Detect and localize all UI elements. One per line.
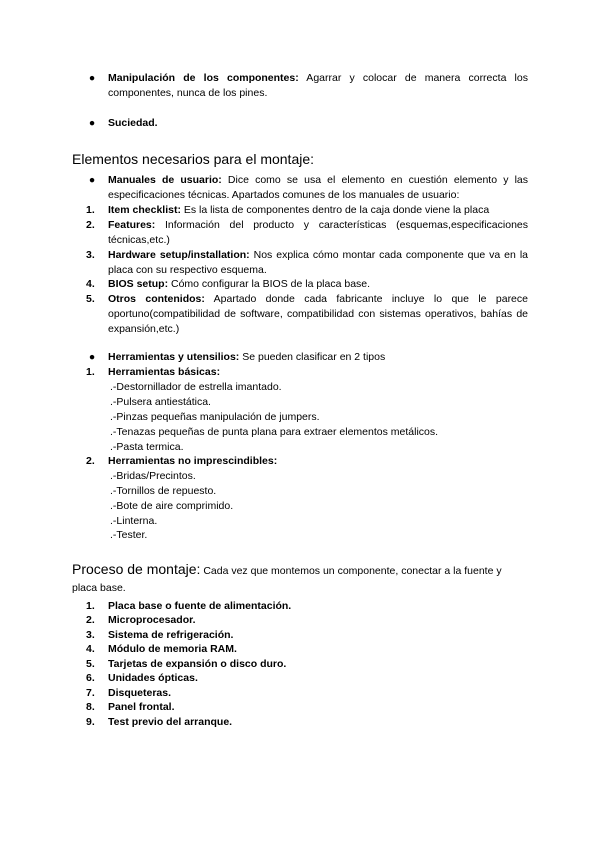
bullet-herramientas [90, 350, 528, 365]
tool-item: .-Pasta termica. [110, 441, 184, 453]
list-number: 5. [86, 293, 95, 305]
group-term: Herramientas no imprescindibles: [108, 455, 278, 467]
step-label: Tarjetas de expansión o disco duro. [108, 658, 287, 670]
list-number: 4. [86, 278, 95, 290]
step-number: 5. [86, 658, 95, 670]
bullet-text: Dice como se usa el elemento en cuestión elemento y las especificaciones técnicas. Apartados comunes de los manuales de usuario: [108, 174, 529, 201]
bullet-marker: ● [88, 117, 96, 129]
bullet-text: Agarrar y colocar de manera correcta los componentes, nunca de los pines. [108, 72, 528, 99]
step-label: Disqueteras. [108, 687, 172, 699]
manual-item [86, 277, 528, 292]
step-label: Sistema de refrigeración. [108, 629, 234, 641]
list-number: 2. [86, 219, 95, 231]
bullet-term: Manipulación de los componentes: [108, 72, 299, 84]
manual-item [86, 292, 528, 337]
item-term: Hardware setup/installation: [108, 249, 250, 261]
bullet-marker: ● [88, 351, 96, 363]
step-label: Unidades ópticas. [108, 672, 198, 684]
assembly-step [86, 599, 528, 614]
step-number: 9. [86, 716, 95, 728]
item-text: Cómo configurar la BIOS de la placa base. [168, 278, 371, 290]
item-text: Información del producto y características (esquemas,especificaciones técnicas,etc.) [108, 219, 528, 246]
tool-item: .-Tester. [110, 529, 148, 541]
bullet-term: Suciedad. [108, 117, 158, 129]
tool-item: .-Linterna. [110, 515, 158, 527]
manual-item [86, 248, 528, 278]
list-number: 1. [86, 204, 95, 216]
bullet-marker: ● [88, 72, 96, 84]
step-number: 3. [86, 629, 95, 641]
assembly-step [86, 686, 528, 701]
step-label: Panel frontal. [108, 701, 175, 713]
item-term: BIOS setup: [108, 278, 169, 290]
item-text: Nos explica cómo montar cada componente que va en la placa con su respectivo esquema. [108, 249, 528, 276]
section-proceso-text: Cada vez que montemos un componente, conectar a la fuente y placa base. [72, 565, 502, 594]
bullet-term: Herramientas y utensilios: [108, 351, 240, 363]
section-title-proceso: Proceso de montaje: [72, 561, 201, 577]
tool-item: .-Bridas/Precintos. [110, 470, 196, 482]
tools-group-basicas [86, 365, 528, 380]
section-title-elementos: Elementos necesarios para el montaje: [72, 151, 315, 167]
list-number: 1. [86, 366, 95, 378]
item-text: Es la lista de componentes dentro de la caja donde viene la placa [180, 204, 490, 216]
bullet-text: Se pueden clasificar en 2 tipos [239, 351, 386, 363]
manual-item [86, 218, 528, 248]
list-number: 3. [86, 249, 95, 261]
step-label: Placa base o fuente de alimentación. [108, 600, 292, 612]
bullet-suciedad [90, 116, 528, 131]
assembly-step [86, 628, 528, 643]
item-term: Features: [108, 219, 156, 231]
step-number: 4. [86, 643, 95, 655]
tools-group-no-imprescindibles [86, 454, 528, 469]
assembly-step [86, 700, 528, 715]
step-number: 1. [86, 600, 95, 612]
group-term: Herramientas básicas: [108, 366, 221, 378]
tool-item: .-Destornillador de estrella imantado. [110, 381, 282, 393]
item-term: Otros contenidos: [108, 293, 205, 305]
item-term: Item checklist: [108, 204, 181, 216]
bullet-manipulacion [90, 71, 528, 101]
tool-item: .-Pulsera antiestática. [110, 396, 211, 408]
assembly-step [86, 715, 528, 730]
assembly-step [86, 613, 528, 628]
bullet-term: Manuales de usuario: [108, 174, 222, 186]
bullet-marker: ● [88, 174, 96, 186]
step-label: Módulo de memoria RAM. [108, 643, 237, 655]
list-number: 2. [86, 455, 95, 467]
tool-item: .-Pinzas pequeñas manipulación de jumpers. [110, 411, 320, 423]
step-number: 8. [86, 701, 95, 713]
assembly-step [86, 642, 528, 657]
step-label: Microprocesador. [108, 614, 196, 626]
tool-item: .-Bote de aire comprimido. [110, 500, 234, 512]
step-label: Test previo del arranque. [108, 716, 233, 728]
tool-item: .-Tornillos de repuesto. [110, 485, 217, 497]
tool-item: .-Tenazas pequeñas de punta plana para extraer elementos metálicos. [110, 426, 439, 438]
step-number: 7. [86, 687, 95, 699]
step-number: 6. [86, 672, 95, 684]
assembly-step [86, 657, 528, 672]
manual-item [86, 203, 528, 218]
step-number: 2. [86, 614, 95, 626]
section-proceso-intro [72, 561, 528, 597]
item-text: Apartado donde cada fabricante incluye lo que le parece oportuno(compatibilidad de software, compatibilidad con sistemas operativos, bahías de expansión,etc.) [108, 293, 528, 335]
assembly-step [86, 671, 528, 686]
bullet-manuales [90, 173, 528, 203]
